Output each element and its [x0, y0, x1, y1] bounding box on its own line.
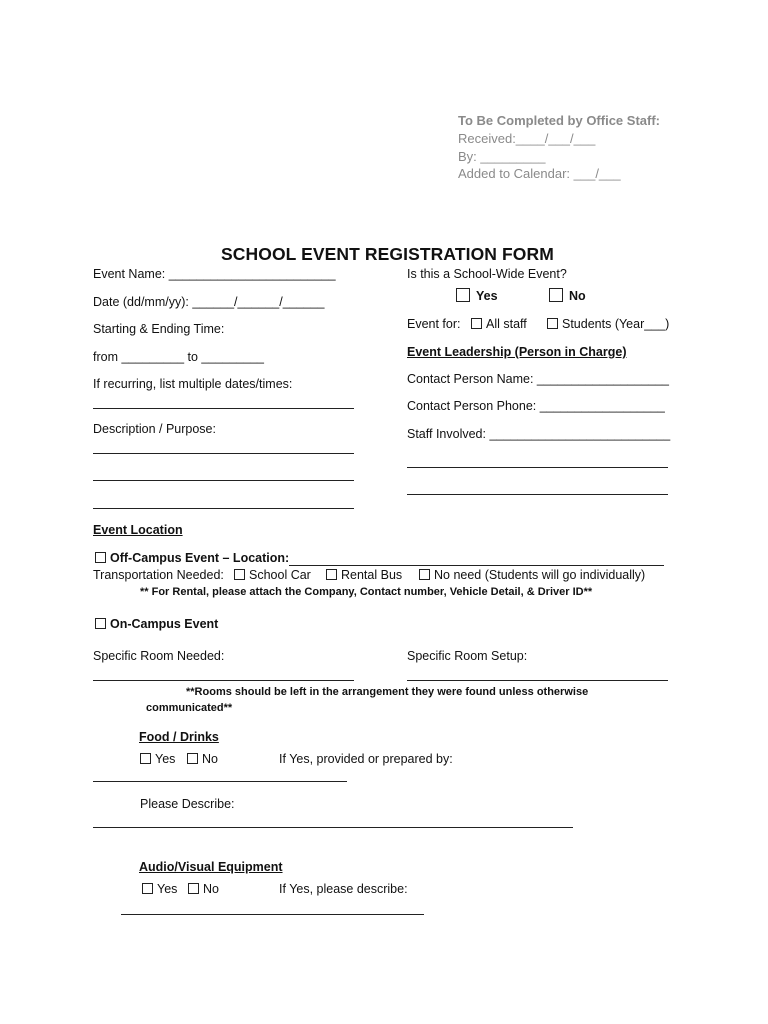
school-wide-yes-option[interactable] [456, 288, 498, 303]
recurring-label: If recurring, list multiple dates/times: [93, 377, 293, 391]
on-campus-label: On-Campus Event [110, 617, 219, 631]
rental-bus-label: Rental Bus [341, 568, 403, 582]
food-provided-by-label: If Yes, provided or prepared by: [279, 752, 453, 766]
av-equipment-heading: Audio/Visual Equipment [139, 860, 283, 874]
transport-label: Transportation Needed: [93, 568, 224, 582]
staff-involved-field[interactable]: Staff Involved: __________________________ [407, 427, 671, 441]
office-by-field[interactable]: By: _________ [458, 149, 546, 164]
office-added-calendar-field[interactable]: Added to Calendar: ___/___ [458, 166, 621, 181]
students-label: Students (Year___) [562, 317, 670, 331]
on-campus-option[interactable] [95, 618, 218, 631]
description-line-2[interactable] [93, 480, 354, 481]
no-label: No [569, 289, 586, 303]
form-title: SCHOOL EVENT REGISTRATION FORM [221, 244, 554, 264]
av-describe-line[interactable] [121, 914, 424, 915]
rental-bus-checkbox[interactable] [326, 569, 337, 580]
food-no-checkbox[interactable] [187, 753, 198, 764]
food-no-option[interactable] [187, 753, 218, 766]
av-describe-label: If Yes, please describe: [279, 882, 408, 896]
av-yes-option[interactable] [142, 883, 177, 896]
school-wide-no-option[interactable] [549, 288, 586, 303]
event-for-label: Event for: [407, 317, 461, 331]
no-need-option[interactable] [419, 569, 645, 582]
description-label: Description / Purpose: [93, 422, 216, 436]
rooms-note-line-2: communicated** [146, 702, 233, 714]
no-need-checkbox[interactable] [419, 569, 430, 580]
room-needed-label: Specific Room Needed: [93, 649, 225, 663]
off-campus-location-line[interactable] [289, 565, 664, 566]
rooms-note-line-1: **Rooms should be left in the arrangement they were found unless otherwise [186, 686, 589, 698]
food-yes-label: Yes [155, 752, 176, 766]
room-setup-label: Specific Room Setup: [407, 649, 528, 663]
school-car-label: School Car [249, 568, 311, 582]
on-campus-checkbox[interactable] [95, 618, 106, 629]
rental-note: ** For Rental, please attach the Company, Contact number, Vehicle Detail, & Driver ID** [140, 586, 593, 598]
food-describe-line[interactable] [93, 827, 573, 828]
room-setup-line[interactable] [407, 680, 668, 681]
av-yes-checkbox[interactable] [142, 883, 153, 894]
office-received-field[interactable]: Received:____/___/___ [458, 131, 596, 146]
off-campus-option[interactable] [95, 552, 289, 565]
description-line-1[interactable] [93, 453, 354, 454]
yes-label: Yes [476, 289, 498, 303]
food-yes-option[interactable] [140, 753, 175, 766]
school-car-checkbox[interactable] [234, 569, 245, 580]
description-line-3[interactable] [93, 508, 354, 509]
students-checkbox[interactable] [547, 318, 558, 329]
leadership-heading: Event Leadership (Person in Charge) [407, 345, 627, 359]
event-location-heading: Event Location [93, 523, 183, 537]
all-staff-checkbox[interactable] [471, 318, 482, 329]
date-field[interactable]: Date (dd/mm/yy): ______/______/______ [93, 295, 325, 309]
from-to-field[interactable]: from _________ to _________ [93, 350, 264, 364]
av-no-label: No [203, 882, 219, 896]
school-wide-question: Is this a School-Wide Event? [407, 267, 567, 281]
no-checkbox[interactable] [549, 288, 563, 302]
food-no-label: No [202, 752, 218, 766]
contact-phone-field[interactable]: Contact Person Phone: __________________ [407, 399, 665, 413]
room-needed-line[interactable] [93, 680, 354, 681]
time-label: Starting & Ending Time: [93, 322, 225, 336]
no-need-label: No need (Students will go individually) [434, 568, 646, 582]
recurring-answer-line[interactable] [93, 408, 354, 409]
event-name-field[interactable]: Event Name: ________________________ [93, 267, 336, 281]
av-no-checkbox[interactable] [188, 883, 199, 894]
office-staff-heading: To Be Completed by Office Staff: [458, 113, 660, 128]
staff-involved-line-2[interactable] [407, 494, 668, 495]
off-campus-label: Off-Campus Event – Location: [110, 551, 290, 565]
food-yes-checkbox[interactable] [140, 753, 151, 764]
event-for-students-option[interactable] [547, 318, 669, 331]
off-campus-checkbox[interactable] [95, 552, 106, 563]
av-no-option[interactable] [188, 883, 219, 896]
contact-name-field[interactable]: Contact Person Name: ___________________ [407, 372, 670, 386]
staff-involved-line-1[interactable] [407, 467, 668, 468]
school-car-option[interactable] [234, 569, 311, 582]
all-staff-label: All staff [486, 317, 527, 331]
food-drinks-heading: Food / Drinks [139, 730, 219, 744]
av-yes-label: Yes [157, 882, 178, 896]
rental-bus-option[interactable] [326, 569, 402, 582]
food-provided-by-line[interactable] [93, 781, 347, 782]
food-describe-label: Please Describe: [140, 797, 235, 811]
yes-checkbox[interactable] [456, 288, 470, 302]
event-for-all-staff-option[interactable] [471, 318, 527, 331]
